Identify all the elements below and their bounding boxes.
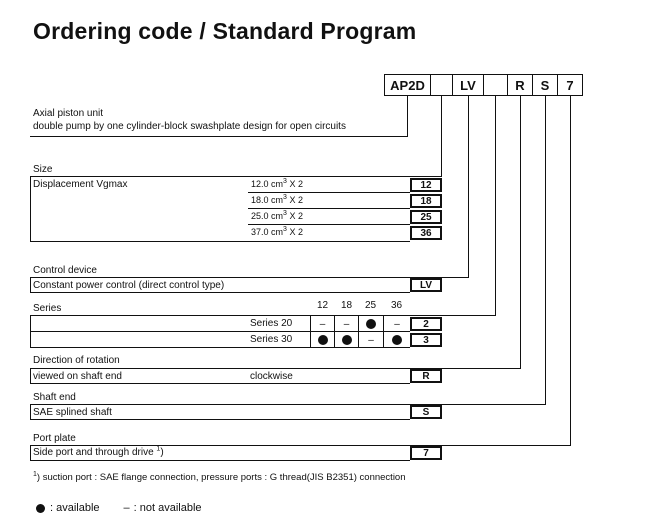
not-available-dash: – [358, 332, 383, 348]
size-value-36: 37.0 cm [251, 227, 284, 237]
size-mult-12: X 2 [289, 179, 303, 189]
port-heading: Port plate [33, 433, 76, 444]
legend-available: : available [50, 502, 100, 514]
control-top-line [30, 277, 469, 278]
size-mult-36: X 2 [289, 227, 303, 237]
footnote-text: ) suction port : SAE flange connection, pressure ports : G thread(JIS B2351) connection [36, 472, 406, 483]
dot-mark [366, 319, 376, 329]
port-label-paren: ) [160, 447, 164, 458]
shaft-code: S [410, 405, 442, 419]
port-left-border [30, 445, 31, 461]
dot-mark [392, 335, 402, 345]
code-cell-ap2d: AP2D [384, 74, 431, 96]
control-label: Constant power control (direct control type) [33, 280, 225, 291]
size-heading: Size [33, 164, 53, 175]
unit-heading: Axial piston unit [33, 108, 104, 119]
connector-line-shaft [545, 95, 546, 405]
code-cell-blank-1 [430, 74, 453, 96]
rotation-left-border [30, 368, 31, 384]
size-row-line [248, 224, 410, 225]
series-size-25: 25 [364, 300, 377, 311]
shaft-heading: Shaft end [33, 392, 76, 403]
code-cell-s: S [532, 74, 558, 96]
size-unit-sup-25: 3 [283, 210, 287, 217]
connector-line-control [468, 95, 469, 277]
size-row-12 [251, 179, 303, 190]
rotation-top-line [30, 368, 521, 369]
page-title: Ordering code / Standard Program [33, 18, 417, 44]
rotation-heading: Direction of rotation [33, 355, 120, 366]
size-bottom-line [30, 241, 410, 242]
connector-line-series [495, 95, 496, 315]
series-top-line [30, 315, 496, 316]
series-row-20-name: Series 20 [250, 318, 293, 329]
size-code-25: 25 [410, 210, 442, 224]
footnote [33, 472, 406, 483]
series-heading: Series [33, 303, 62, 314]
port-bottom-line [30, 460, 410, 461]
series-size-36: 36 [390, 300, 403, 311]
port-top-line [30, 445, 571, 446]
size-value-12: 12.0 cm [251, 179, 284, 189]
size-code-36: 36 [410, 226, 442, 240]
dot-mark [342, 335, 352, 345]
size-row-line [248, 192, 410, 193]
port-label-footnote-mark: 1 [156, 445, 161, 453]
code-cell-blank-2 [483, 74, 508, 96]
size-unit-sup-12: 3 [283, 178, 287, 185]
control-heading: Control device [33, 265, 97, 276]
size-row-36 [251, 227, 303, 238]
size-mult-25: X 2 [289, 211, 303, 221]
series-code-2: 2 [410, 317, 442, 331]
legend-dash-icon: – [123, 502, 130, 514]
series-size-18: 18 [340, 300, 353, 311]
unit-underline [30, 136, 408, 137]
rotation-bottom-line [30, 383, 410, 384]
size-code-18: 18 [410, 194, 442, 208]
control-bottom-line [30, 292, 410, 293]
series-row-30-name: Series 30 [250, 334, 293, 345]
rotation-value: clockwise [250, 371, 293, 382]
shaft-bottom-line [30, 419, 410, 420]
size-code-12: 12 [410, 178, 442, 192]
dot-mark [318, 335, 328, 345]
size-label: Displacement Vgmax [33, 179, 128, 190]
size-top-line [30, 176, 442, 177]
series-code-3: 3 [410, 333, 442, 347]
size-value-25: 25.0 cm [251, 211, 284, 221]
unit-description: double pump by one cylinder-block swashplate design for open circuits [33, 121, 346, 132]
code-cell-7: 7 [557, 74, 583, 96]
legend [36, 502, 202, 514]
available-dot-icon [358, 316, 383, 332]
port-label [33, 447, 164, 459]
available-dot-icon [383, 332, 410, 348]
control-left-border [30, 277, 31, 293]
size-unit-sup-36: 3 [283, 226, 287, 233]
shaft-label: SAE splined shaft [33, 407, 112, 418]
connector-line-rotation [520, 95, 521, 369]
size-value-18: 18.0 cm [251, 195, 284, 205]
connector-line-unit [407, 95, 408, 137]
control-code: LV [410, 278, 442, 292]
size-left-border [30, 176, 31, 242]
not-available-dash: – [334, 316, 358, 332]
connector-line-size [441, 95, 442, 177]
code-cell-r: R [507, 74, 533, 96]
available-dot-icon [310, 332, 334, 348]
size-mult-18: X 2 [289, 195, 303, 205]
size-row-line [248, 208, 410, 209]
rotation-code: R [410, 369, 442, 383]
code-cell-lv: LV [452, 74, 484, 96]
connector-line-port [570, 95, 571, 446]
not-available-dash: – [383, 316, 410, 332]
footnote-mark: 1 [33, 470, 37, 478]
not-available-dash: – [310, 316, 334, 332]
port-label-text: Side port and through drive [33, 447, 154, 458]
legend-not-available: : not available [133, 502, 202, 514]
series-size-12: 12 [316, 300, 329, 311]
available-dot-icon [36, 504, 45, 513]
shaft-left-border [30, 404, 31, 420]
port-code: 7 [410, 446, 442, 460]
available-dot-icon [334, 332, 358, 348]
size-unit-sup-18: 3 [283, 194, 287, 201]
size-row-18 [251, 195, 303, 206]
rotation-label: viewed on shaft end [33, 371, 122, 382]
shaft-top-line [30, 404, 546, 405]
size-row-25 [251, 211, 303, 222]
